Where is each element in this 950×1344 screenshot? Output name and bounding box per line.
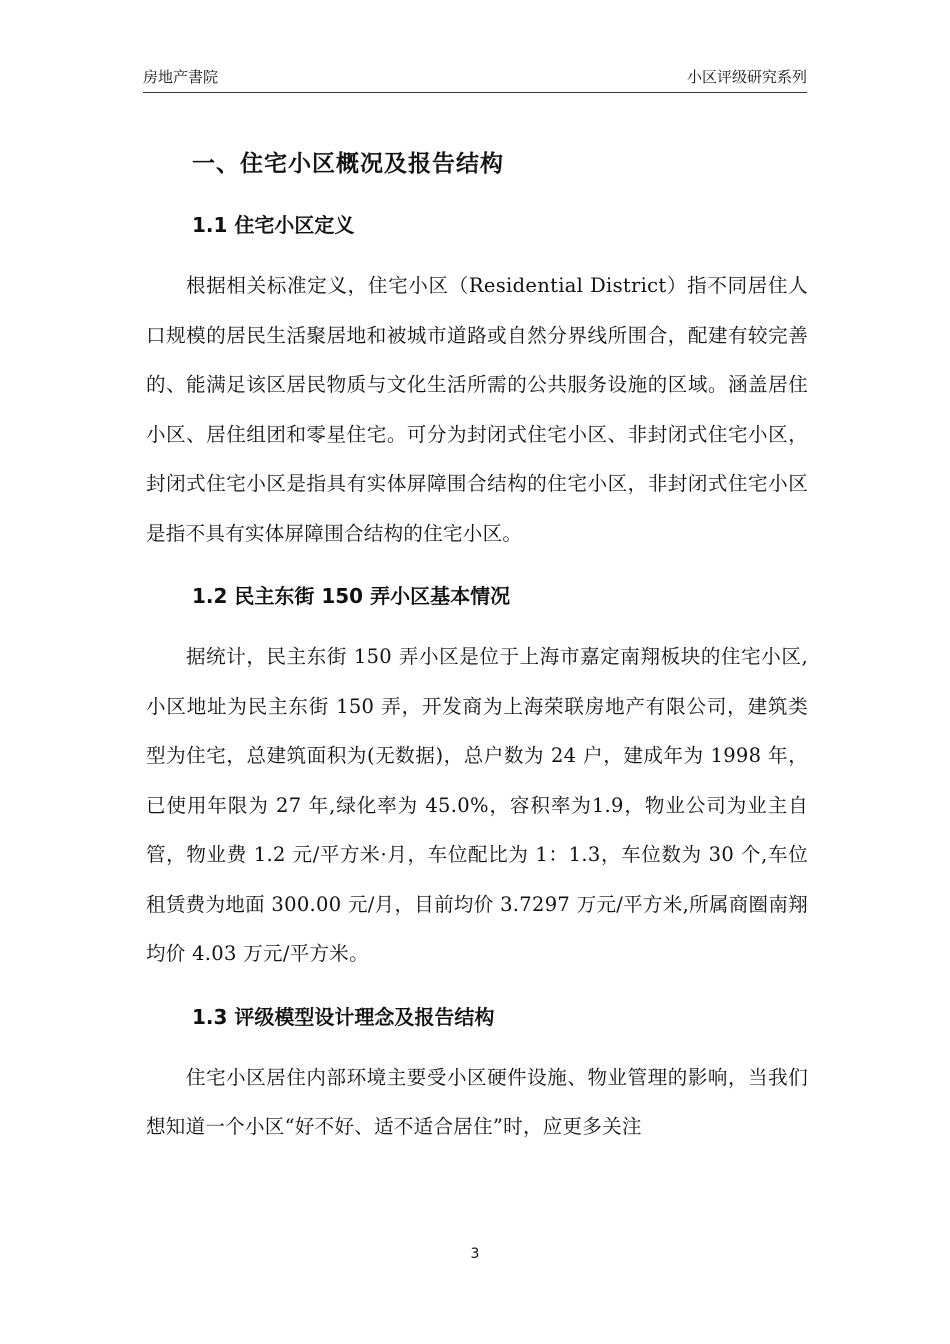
page-number: 3 — [470, 1246, 480, 1262]
header-right-text: 小区评级研究系列 — [686, 68, 807, 86]
section-heading-1-1: 1.1 住宅小区定义 — [192, 213, 355, 237]
section-paragraph-1-3: 住宅小区居住内部环境主要受小区硬件设施、物业管理的影响，当我们想知道一个小区“好不好、适不适合居住”时，应更多关注 — [146, 1065, 808, 1138]
section-paragraph-1-1: 根据相关标准定义，住宅小区（Residential District）指不同居住人口规模的居民生活聚居地和被城市道路或自然分界线所围合，配建有较完善的、能满足该区居民物质与文化生活所需的公共服务设施的区域。涵盖居住小区、居住组团和零星住宅。可分为封闭式住宅小区、非封闭式住宅小区，封闭式住宅小区是指具有实体屏障围合结构的住宅小区，非封闭式住宅小区是指不具有实体屏障围合结构的住宅小区。 — [146, 274, 808, 545]
header-left-text: 房地产書院 — [143, 68, 219, 86]
section-paragraph-1-2: 据统计，民主东街 150 弄小区是位于上海市嘉定南翔板块的住宅小区,小区地址为民主东街 150 弄，开发商为上海荣联房地产有限公司，建筑类型为住宅，总建筑面积为(无数据)，总户数为 24 户，建成年为 1998 年，已使用年限为 27 年,绿化率为 45.0%，容积率为1.9，物业公司为业主自管，物业费 1.2 元/平方米·月，车位配比为 1：1.3，车位数为 30 个,车位租赁费为地面 300.00 元/月，目前均价 3.7297 万元/平方米,所属商圈南翔均价 4.03 万元/平方米。 — [146, 645, 808, 965]
document-body — [146, 145, 808, 1152]
chapter-title: 一、住宅小区概况及报告结构 — [192, 151, 504, 177]
section-heading-1-3: 1.3 评级模型设计理念及报告结构 — [192, 1004, 495, 1029]
page-header — [143, 64, 807, 93]
section-heading-1-2: 1.2 民主东街 150 弄小区基本情况 — [192, 584, 511, 608]
